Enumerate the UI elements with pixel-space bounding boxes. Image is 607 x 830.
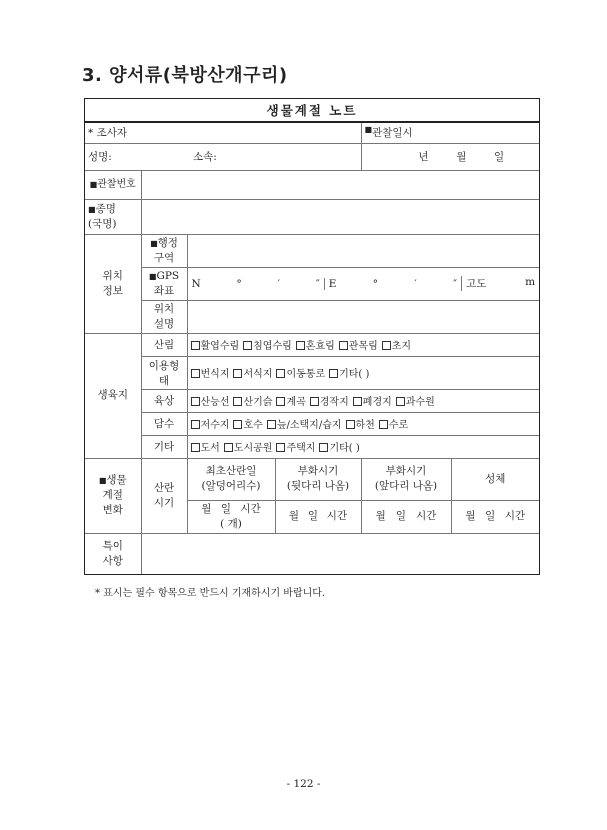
checkbox-icon[interactable]: [191, 369, 200, 378]
phenology-form: [84, 98, 540, 575]
checkbox-icon[interactable]: [276, 397, 285, 406]
admin-area-label: ■행정 구역: [141, 234, 187, 267]
habitat-checkbox-option[interactable]: [233, 420, 262, 431]
surveyor-field[interactable]: [85, 143, 361, 170]
option-label: 침엽수림: [253, 341, 292, 352]
habitat-checkbox-option[interactable]: [191, 369, 230, 380]
gps-north: N ° ′ ″: [191, 277, 320, 290]
year-unit: 년: [418, 151, 429, 163]
checkbox-icon[interactable]: [191, 443, 200, 452]
option-label: 기타( ): [339, 369, 370, 380]
habitat-options[interactable]: [187, 333, 539, 356]
checkbox-icon[interactable]: [233, 397, 242, 406]
habitat-checkbox-option[interactable]: [353, 397, 392, 408]
option-label: 기타( ): [329, 443, 360, 454]
checkbox-icon[interactable]: [329, 369, 338, 378]
habitat-options[interactable]: [187, 412, 539, 435]
option-label: 활엽수림: [200, 341, 240, 352]
habitat-checkbox-option[interactable]: [276, 443, 315, 454]
spawning-label: 산란 시기: [141, 458, 187, 533]
option-label: 하천: [355, 420, 375, 431]
location-desc-label: 위치 설명: [141, 300, 187, 333]
altitude: 고도 m: [461, 276, 539, 291]
phenology-col-header: 최초산란일 (알덩어리수): [187, 458, 275, 500]
gps-label: ■GPS 좌표: [141, 267, 187, 300]
habitat-options[interactable]: [187, 435, 539, 458]
habitat-checkbox-option[interactable]: [233, 397, 272, 408]
checkbox-icon[interactable]: [379, 420, 388, 429]
option-label: 경작지: [319, 397, 349, 408]
foreleg-field[interactable]: 월 일 시간: [361, 500, 451, 533]
checkbox-icon[interactable]: [191, 420, 200, 429]
habitat-checkbox-option[interactable]: [191, 420, 230, 431]
species-label: ■종명 (국명): [85, 199, 141, 234]
phenology-col-header: 성체: [451, 458, 539, 500]
first-spawn-field[interactable]: 월 일 시간 ( 개): [187, 500, 275, 533]
habitat-checkbox-option[interactable]: [224, 443, 273, 454]
habitat-checkbox-option[interactable]: [396, 397, 435, 408]
habitat-checkbox-option[interactable]: [319, 443, 359, 454]
habitat-checkbox-option[interactable]: [233, 369, 272, 380]
option-label: 저수지: [200, 420, 230, 431]
checkbox-icon[interactable]: [319, 443, 328, 452]
option-label: 늪/소택지/습지: [276, 420, 342, 431]
option-label: 서식지: [243, 369, 273, 380]
habitat-row-label: 기타: [141, 435, 187, 458]
habitat-row-label: 이용형태: [141, 356, 187, 389]
habitat-row-label: 산림: [141, 333, 187, 356]
remarks-field[interactable]: [141, 533, 539, 574]
month-unit: 월: [456, 151, 467, 163]
habitat-row-label: 육상: [141, 389, 187, 412]
habitat-checkbox-option[interactable]: [339, 341, 378, 352]
affiliation-label: 소속:: [193, 151, 217, 163]
gps-east: E ° ′ ″: [324, 278, 461, 290]
checkbox-icon[interactable]: [191, 341, 200, 350]
checkbox-icon[interactable]: [243, 341, 252, 350]
option-label: 폐경지: [362, 397, 392, 408]
checkbox-icon[interactable]: [396, 397, 405, 406]
option-label: 산능선: [200, 397, 230, 408]
checkbox-icon[interactable]: [267, 420, 276, 429]
adult-field[interactable]: 월 일 시간: [451, 500, 539, 533]
option-label: 과수원: [405, 397, 435, 408]
habitat-checkbox-option[interactable]: [379, 420, 408, 431]
obs-date-field[interactable]: [361, 143, 539, 170]
location-desc-field[interactable]: [187, 300, 539, 333]
option-label: 혼효림: [305, 341, 335, 352]
obs-no-field[interactable]: [141, 170, 539, 199]
gps-field[interactable]: [187, 267, 539, 300]
option-label: 이동통로: [286, 369, 326, 380]
habitat-checkbox-option[interactable]: [243, 341, 292, 352]
habitat-checkbox-option[interactable]: [191, 443, 220, 454]
option-label: 수로: [388, 420, 409, 431]
habitat-checkbox-option[interactable]: [346, 420, 375, 431]
habitat-checkbox-option[interactable]: [276, 369, 325, 380]
option-label: 도시공원: [233, 443, 273, 454]
checkbox-icon[interactable]: [346, 420, 355, 429]
option-label: 산기슭: [243, 397, 273, 408]
phenology-col-header: 부화시기 (앞다리 나옴): [361, 458, 451, 500]
option-label: 호수: [243, 420, 263, 431]
egg-count-field[interactable]: ( 개): [220, 517, 242, 530]
habitat-row-label: 담수: [141, 412, 187, 435]
habitat-checkbox-option[interactable]: [191, 341, 240, 352]
checkbox-icon[interactable]: [382, 341, 391, 350]
habitat-checkbox-option[interactable]: [310, 397, 349, 408]
form-table: [85, 99, 539, 574]
habitat-checkbox-option[interactable]: [276, 397, 305, 408]
remarks-label: 특이 사항: [85, 533, 141, 574]
hindleg-field[interactable]: 월 일 시간: [275, 500, 361, 533]
location-label: 위치 정보: [85, 234, 141, 333]
option-label: 번식지: [200, 369, 230, 380]
name-label: 성명:: [88, 151, 112, 163]
habitat-label: 생육지: [85, 333, 141, 458]
obs-date-label: ■관찰일시: [361, 122, 539, 143]
checkbox-icon[interactable]: [310, 397, 319, 406]
form-title: 생물계절 노트: [85, 99, 539, 122]
checkbox-icon[interactable]: [224, 443, 233, 452]
checkbox-icon[interactable]: [276, 369, 285, 378]
phenology-col-header: 부화시기 (뒷다리 나옴): [275, 458, 361, 500]
obs-no-label: ■관찰번호: [85, 170, 141, 199]
habitat-checkbox-option[interactable]: [296, 341, 335, 352]
phenology-label: ■생물 계절 변화: [85, 458, 141, 533]
surveyor-label: * 조사자: [85, 122, 361, 143]
checkbox-icon[interactable]: [296, 341, 305, 350]
section-heading: 3. 양서류(북방산개구리): [82, 65, 288, 86]
admin-area-field[interactable]: [187, 234, 539, 267]
checkbox-icon[interactable]: [233, 369, 242, 378]
checkbox-icon[interactable]: [191, 397, 200, 406]
habitat-options[interactable]: [187, 389, 539, 412]
option-label: 도서: [200, 443, 220, 454]
habitat-checkbox-option[interactable]: [191, 397, 230, 408]
required-footnote: * 표시는 필수 항목으로 반드시 기재하시기 바랍니다.: [95, 588, 326, 599]
checkbox-icon[interactable]: [339, 341, 348, 350]
habitat-checkbox-option[interactable]: [267, 420, 342, 431]
day-unit: 일: [494, 151, 505, 163]
option-label: 초지: [391, 341, 412, 352]
option-label: 계곡: [286, 397, 306, 408]
checkbox-icon[interactable]: [353, 397, 362, 406]
checkbox-icon[interactable]: [233, 420, 242, 429]
habitat-checkbox-option[interactable]: [382, 341, 411, 352]
option-label: 관목림: [348, 341, 378, 352]
habitat-checkbox-option[interactable]: [329, 369, 369, 380]
checkbox-icon[interactable]: [276, 443, 285, 452]
option-label: 주택지: [286, 443, 316, 454]
habitat-options[interactable]: [187, 356, 539, 389]
species-field[interactable]: [141, 199, 539, 234]
page-number: - 122 -: [286, 778, 321, 790]
